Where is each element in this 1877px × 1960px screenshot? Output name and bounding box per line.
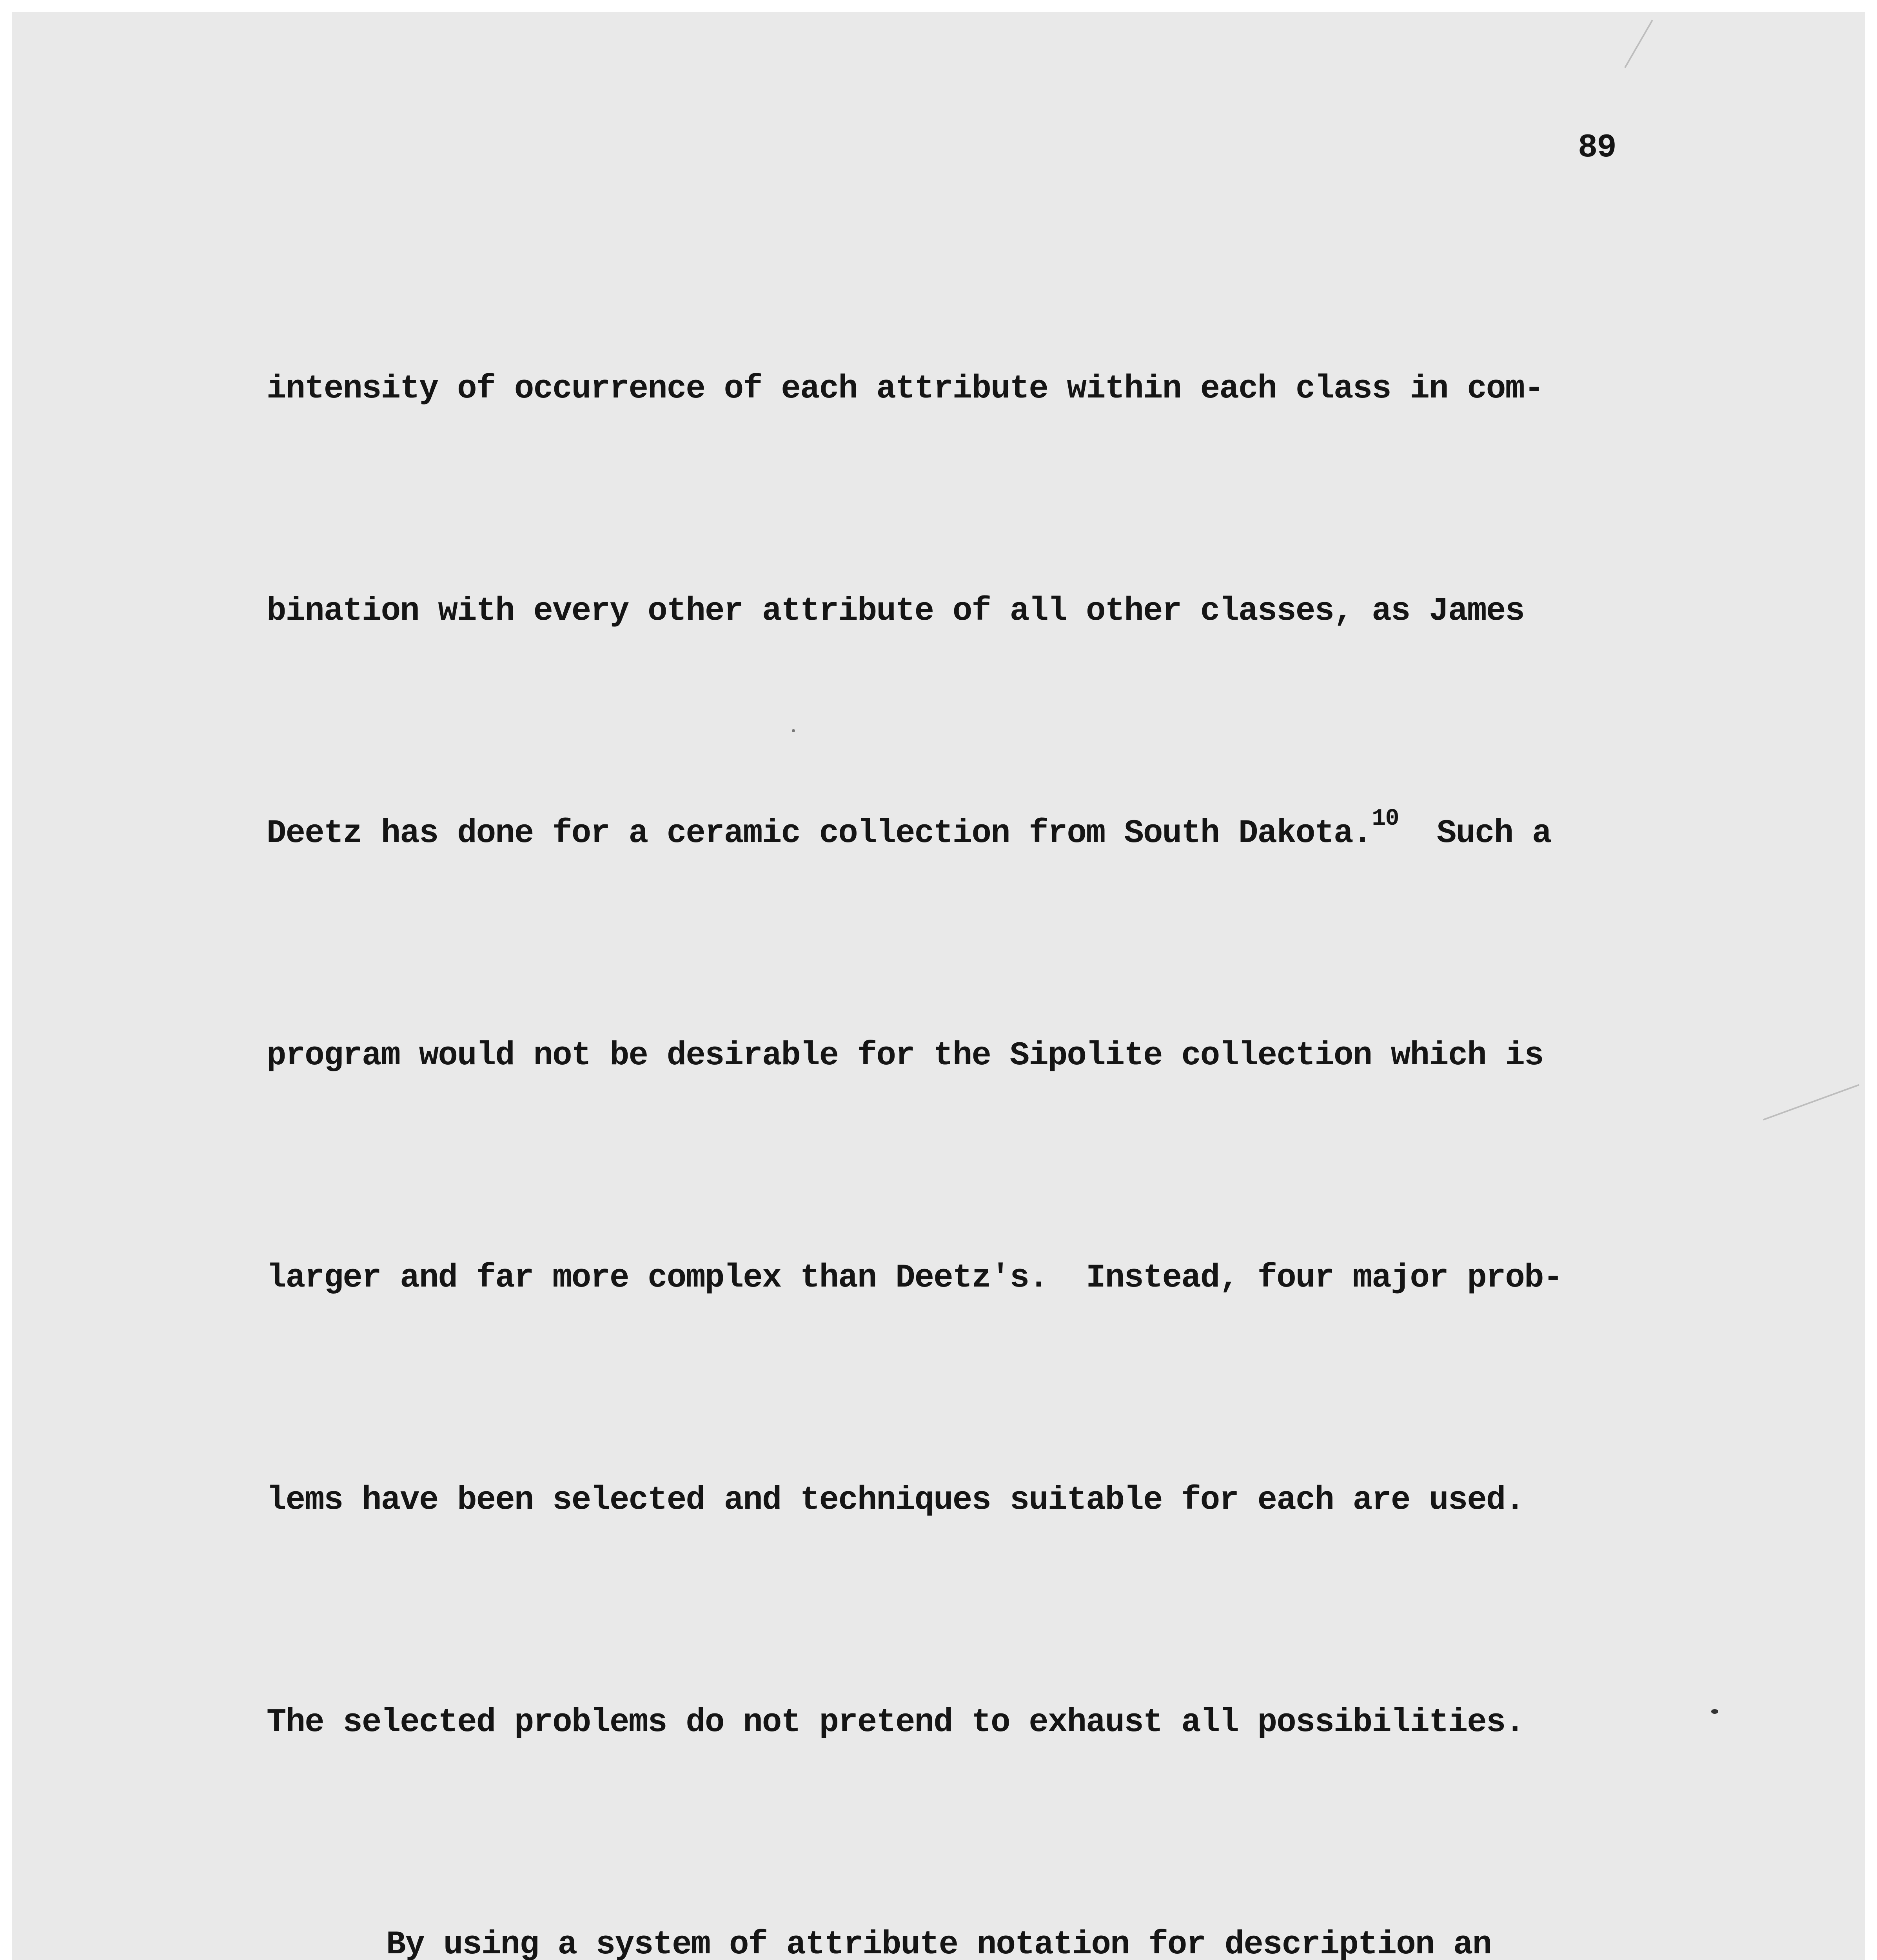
text-segment: Such a <box>1398 815 1551 852</box>
text-line: intensity of occurrence of each attribute within each class in com- <box>267 370 1543 408</box>
footnote-ref: 10 <box>1372 806 1399 832</box>
text-line: bination with every other attribute of all other classes, as James <box>267 593 1525 630</box>
text-line: program would not be desirable for the Sipolite collection which is <box>267 1037 1543 1074</box>
text-segment: Deetz has done for a ceramic collection from South Dakota. <box>267 815 1372 852</box>
paragraph-start-line: By using a system of attribute notation for description an <box>386 1926 1492 1960</box>
page-number: 89 <box>1578 129 1616 167</box>
text-line: larger and far more complex than Deetz's. Instead, four major prob- <box>267 1259 1563 1297</box>
scan-scratch <box>1624 20 1653 68</box>
scanned-page <box>12 12 1865 1960</box>
body-text <box>267 204 1599 1960</box>
scan-speck <box>792 729 795 732</box>
text-line: lems have been selected and techniques suitable for each are used. <box>267 1482 1525 1519</box>
text-line <box>267 797 1599 871</box>
scan-speck <box>1711 1709 1718 1714</box>
text-line: The selected problems do not pretend to exhaust all possibilities. <box>267 1704 1525 1741</box>
scan-scratch <box>1763 1084 1859 1121</box>
